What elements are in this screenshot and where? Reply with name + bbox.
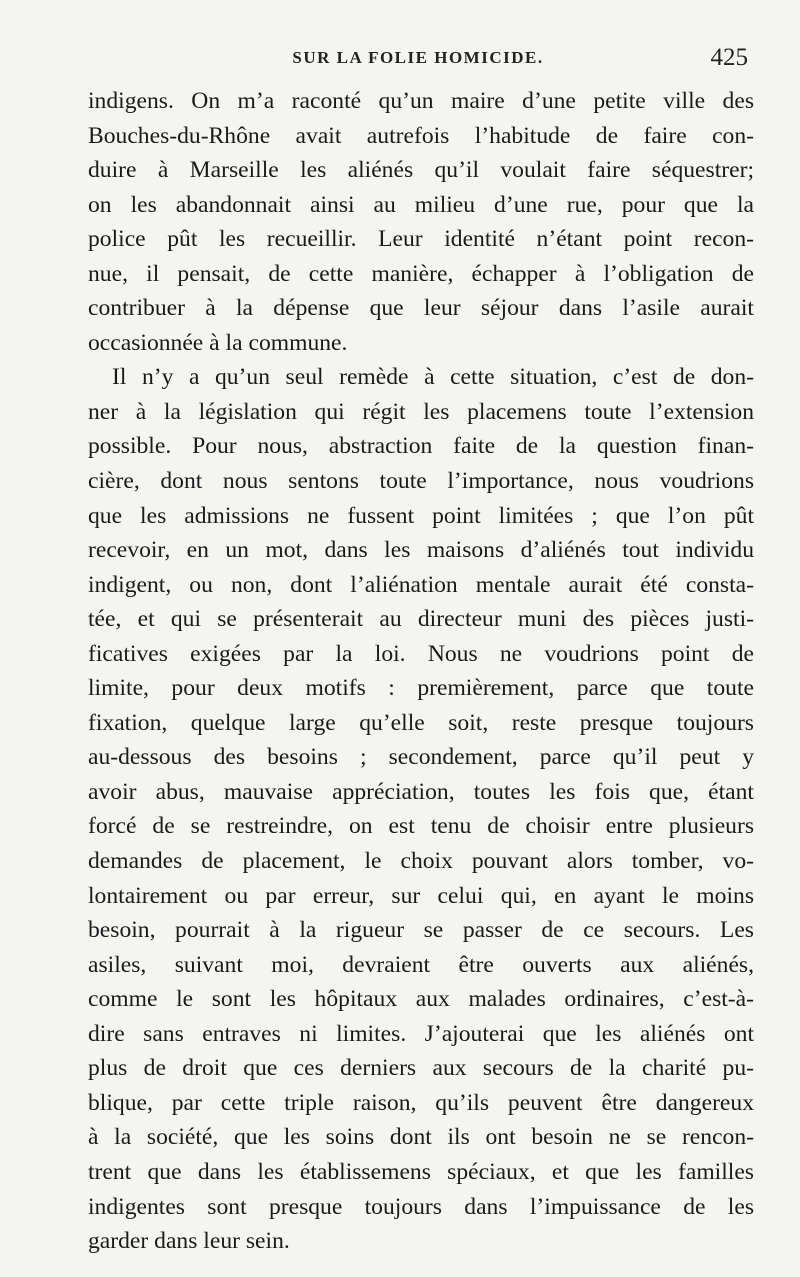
text-line: indigentes sont presque toujours dans l’impuissance de les	[88, 1193, 754, 1220]
text-line: ner à la législation qui régit les placemens toute l’extension	[88, 398, 754, 425]
text-line: occasionnée à la commune.	[88, 329, 348, 356]
body-text	[88, 84, 754, 1259]
text-line: dire sans entraves ni limites. J’ajouterai que les aliénés ont	[88, 1020, 754, 1047]
text-line: au-dessous des besoins ; secondement, parce qu’il peut y	[88, 744, 754, 771]
text-line: indigens. On m’a raconté qu’un maire d’une petite ville des	[88, 88, 754, 114]
text-line: ficatives exigées par la loi. Nous ne voudrions point de	[88, 640, 754, 667]
paragraph	[88, 84, 754, 360]
text-line: comme le sont les hôpitaux aux malades ordinaires, c’est-à-	[88, 986, 754, 1013]
text-line: fixation, quelque large qu’elle soit, reste presque toujours	[88, 709, 754, 736]
text-line: recevoir, en un mot, dans les maisons d’aliénés tout individu	[88, 537, 754, 564]
text-line: forcé de se restreindre, on est tenu de choisir entre plusieurs	[88, 813, 754, 840]
text-line: Bouches-du-Rhône avait autrefois l’habitude de faire con-	[88, 122, 754, 149]
text-line: indigent, ou non, dont l’aliénation mentale aurait été consta-	[88, 571, 754, 598]
text-line: cière, dont nous sentons toute l’importance, nous voudrions	[88, 468, 754, 495]
text-line: possible. Pour nous, abstraction faite de la question finan-	[88, 433, 754, 460]
page-header	[88, 44, 748, 74]
text-line: on les abandonnait ainsi au milieu d’une rue, pour que la	[88, 191, 754, 218]
text-line: police pût les recueillir. Leur identité n’étant point recon-	[88, 226, 754, 253]
text-line: avoir abus, mauvaise appréciation, toutes les fois que, étant	[88, 778, 754, 805]
text-line: à la société, que les soins dont ils ont besoin ne se rencon-	[88, 1124, 754, 1151]
text-line: duire à Marseille les aliénés qu’il voulait faire séquestrer;	[88, 157, 754, 184]
text-line: demandes de placement, le choix pouvant alors tomber, vo-	[88, 848, 754, 875]
text-line: que les admissions ne fussent point limitées ; que l’on pût	[88, 502, 754, 529]
text-line: besoin, pourrait à la rigueur se passer de ce secours. Les	[88, 917, 754, 944]
text-line: nue, il pensait, de cette manière, échapper à l’obligation de	[88, 260, 754, 287]
page-number: 425	[710, 44, 748, 71]
running-head: SUR LA FOLIE HOMICIDE.	[292, 48, 544, 67]
text-line: limite, pour deux motifs : premièrement, parce que toute	[88, 675, 754, 702]
paragraph	[88, 360, 754, 1258]
text-line: asiles, suivant moi, devraient être ouverts aux aliénés,	[88, 951, 754, 978]
text-line: lontairement ou par erreur, sur celui qui, en ayant le moins	[88, 882, 754, 909]
text-line: tée, et qui se présenterait au directeur muni des pièces justi-	[88, 606, 754, 633]
text-line: contribuer à la dépense que leur séjour dans l’asile aurait	[88, 295, 754, 322]
text-line: blique, par cette triple raison, qu’ils peuvent être dangereux	[88, 1089, 754, 1116]
text-line: trent que dans les établissemens spéciaux, et que les familles	[88, 1158, 754, 1185]
text-line: plus de droit que ces derniers aux secours de la charité pu-	[88, 1055, 754, 1082]
text-line: Il n’y a qu’un seul remède à cette situation, c’est de don-	[112, 364, 754, 391]
text-line: garder dans leur sein.	[88, 1228, 290, 1255]
